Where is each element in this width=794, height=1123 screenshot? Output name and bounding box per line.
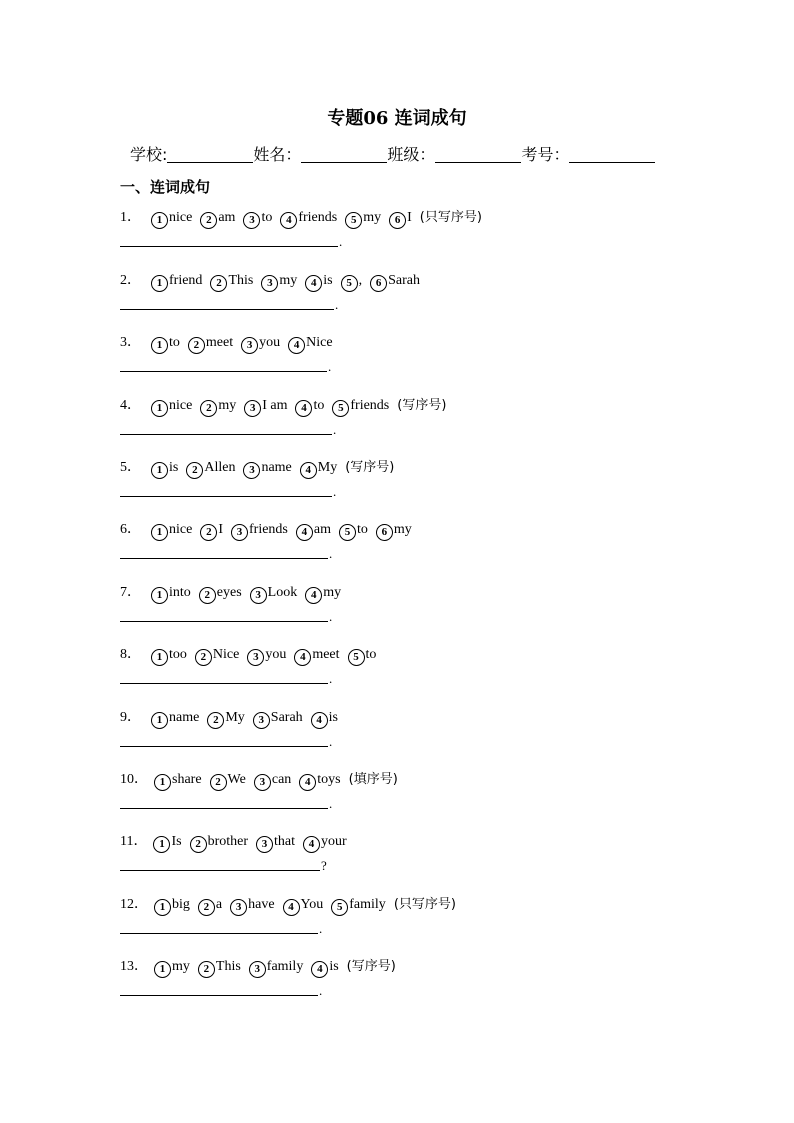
answer-line[interactable] bbox=[120, 232, 338, 247]
instruction-note: (写序号) bbox=[346, 959, 396, 974]
word-option bbox=[151, 585, 191, 604]
circled-number-icon: 3 bbox=[241, 337, 258, 354]
word-option bbox=[254, 772, 291, 791]
word-text: too bbox=[169, 647, 187, 662]
question-number: 11． bbox=[120, 834, 148, 849]
question-number: 4． bbox=[120, 398, 141, 413]
word-text: my bbox=[279, 273, 298, 288]
word-option bbox=[303, 834, 347, 853]
circled-number-icon: 2 bbox=[199, 587, 216, 604]
word-text: friends bbox=[350, 398, 390, 413]
word-text: big bbox=[172, 897, 190, 912]
word-text: to bbox=[357, 522, 368, 537]
word-option bbox=[195, 647, 239, 666]
word-text: Sarah bbox=[388, 273, 420, 288]
question-number: 2． bbox=[120, 273, 141, 288]
word-option bbox=[261, 273, 297, 292]
school-label: 学校: bbox=[130, 145, 168, 164]
word-option bbox=[200, 522, 223, 541]
question-6 bbox=[120, 518, 420, 541]
word-text: My bbox=[225, 710, 245, 725]
word-option bbox=[151, 460, 178, 479]
circled-number-icon: 4 bbox=[280, 212, 297, 229]
answer-line[interactable] bbox=[120, 544, 328, 559]
class-blank[interactable] bbox=[435, 146, 521, 163]
exam-number-blank[interactable] bbox=[569, 146, 655, 163]
word-option bbox=[389, 210, 412, 229]
name-label: 姓名： bbox=[253, 145, 302, 164]
circled-number-icon: 1 bbox=[151, 524, 168, 541]
word-option bbox=[294, 647, 339, 666]
answer-line[interactable] bbox=[120, 856, 320, 871]
word-text: can bbox=[271, 772, 292, 787]
circled-number-icon: 5 bbox=[339, 524, 356, 541]
word-option bbox=[188, 335, 233, 354]
circled-number-icon: 3 bbox=[250, 587, 267, 604]
word-option bbox=[241, 335, 280, 354]
word-text: my bbox=[172, 959, 190, 974]
circled-number-icon: 5 bbox=[331, 899, 348, 916]
circled-number-icon: 4 bbox=[305, 587, 322, 604]
question-13 bbox=[120, 955, 396, 978]
sentence-end-punctuation: . bbox=[329, 609, 333, 624]
word-text: nice bbox=[169, 398, 193, 413]
sentence-end-punctuation: . bbox=[329, 796, 333, 811]
name-blank[interactable] bbox=[301, 146, 387, 163]
circled-number-icon: 2 bbox=[190, 836, 207, 853]
word-text: nice bbox=[169, 522, 193, 537]
word-option bbox=[295, 398, 324, 417]
question-5 bbox=[120, 456, 394, 479]
circled-number-icon: 4 bbox=[294, 649, 311, 666]
question-3 bbox=[120, 331, 341, 354]
circled-number-icon: 3 bbox=[261, 275, 278, 292]
word-text: nice bbox=[169, 210, 193, 225]
word-option bbox=[305, 585, 341, 604]
word-option bbox=[199, 585, 242, 604]
word-option bbox=[200, 398, 236, 417]
circled-number-icon: 6 bbox=[389, 212, 406, 229]
word-text: meet bbox=[312, 647, 340, 662]
word-option bbox=[247, 647, 286, 666]
circled-number-icon: 4 bbox=[283, 899, 300, 916]
word-option bbox=[332, 398, 389, 417]
circled-number-icon: 5 bbox=[348, 649, 365, 666]
word-option bbox=[198, 959, 241, 978]
answer-line[interactable] bbox=[120, 420, 332, 435]
word-option bbox=[280, 210, 337, 229]
word-option bbox=[154, 772, 202, 791]
word-text: is bbox=[329, 959, 339, 974]
circled-number-icon: 2 bbox=[207, 712, 224, 729]
word-text: to bbox=[313, 398, 325, 413]
circled-number-icon: 1 bbox=[151, 587, 168, 604]
answer-line[interactable] bbox=[120, 295, 334, 310]
answer-line[interactable] bbox=[120, 794, 328, 809]
word-option bbox=[305, 273, 332, 292]
circled-number-icon: 3 bbox=[254, 774, 271, 791]
circled-number-icon: 2 bbox=[200, 212, 217, 229]
circled-number-icon: 1 bbox=[154, 961, 171, 978]
instruction-note: (只写序号) bbox=[393, 897, 456, 912]
circled-number-icon: 1 bbox=[154, 899, 171, 916]
word-option bbox=[348, 647, 377, 666]
instruction-note: (填序号) bbox=[348, 772, 398, 787]
circled-number-icon: 3 bbox=[230, 899, 247, 916]
page-title: 专题06 连词成句 bbox=[327, 108, 467, 129]
exam-number-label: 考号： bbox=[521, 145, 570, 164]
answer-line[interactable] bbox=[120, 482, 332, 497]
question-number: 5． bbox=[120, 460, 141, 475]
word-option bbox=[331, 897, 386, 916]
word-text: your bbox=[321, 834, 347, 849]
instruction-note: (写序号) bbox=[397, 398, 447, 413]
word-option bbox=[151, 273, 202, 292]
circled-number-icon: 6 bbox=[370, 275, 387, 292]
word-text: to bbox=[169, 335, 180, 350]
word-text: to bbox=[365, 647, 377, 662]
answer-line[interactable] bbox=[120, 732, 328, 747]
circled-number-icon: 4 bbox=[296, 524, 313, 541]
circled-number-icon: 4 bbox=[295, 400, 312, 417]
circled-number-icon: 1 bbox=[153, 836, 170, 853]
word-option bbox=[283, 897, 324, 916]
circled-number-icon: 1 bbox=[151, 337, 168, 354]
word-text: is bbox=[169, 460, 179, 475]
circled-number-icon: 3 bbox=[231, 524, 248, 541]
question-1 bbox=[120, 206, 482, 229]
word-text: am bbox=[313, 522, 331, 537]
word-option bbox=[244, 398, 287, 417]
circled-number-icon: 2 bbox=[186, 462, 203, 479]
question-number: 6． bbox=[120, 522, 141, 537]
circled-number-icon: 4 bbox=[300, 462, 317, 479]
word-option bbox=[154, 959, 190, 978]
word-text: my bbox=[218, 398, 237, 413]
circled-number-icon: 4 bbox=[305, 275, 322, 292]
word-text: Nice bbox=[212, 647, 240, 662]
sentence-end-punctuation: . bbox=[319, 983, 323, 998]
question-2 bbox=[120, 269, 428, 292]
circled-number-icon: 1 bbox=[151, 400, 168, 417]
sentence-end-punctuation: . bbox=[319, 921, 323, 936]
question-12 bbox=[120, 893, 456, 916]
circled-number-icon: 3 bbox=[247, 649, 264, 666]
instruction-note: (只写序号) bbox=[419, 210, 482, 225]
word-option bbox=[210, 772, 246, 791]
word-option bbox=[200, 210, 235, 229]
word-text: name bbox=[261, 460, 292, 475]
word-text: a bbox=[215, 897, 223, 912]
circled-number-icon: 2 bbox=[200, 400, 217, 417]
word-option bbox=[243, 210, 272, 229]
word-option bbox=[198, 897, 222, 916]
word-option bbox=[345, 210, 381, 229]
word-text: is bbox=[328, 710, 339, 725]
word-option bbox=[376, 522, 412, 541]
section-heading: 一、连词成句 bbox=[120, 178, 211, 196]
word-text: Nice bbox=[306, 335, 333, 350]
word-option bbox=[311, 710, 338, 729]
circled-number-icon: 1 bbox=[151, 212, 168, 229]
circled-number-icon: 3 bbox=[249, 961, 266, 978]
question-4 bbox=[120, 394, 446, 417]
circled-number-icon: 5 bbox=[332, 400, 349, 417]
word-option bbox=[311, 959, 338, 978]
sentence-end-punctuation: . bbox=[333, 484, 337, 499]
word-text: that bbox=[274, 834, 296, 849]
question-10 bbox=[120, 768, 398, 791]
circled-number-icon: 6 bbox=[376, 524, 393, 541]
sentence-end-punctuation: . bbox=[329, 671, 333, 686]
word-text: Allen bbox=[204, 460, 236, 475]
word-option bbox=[151, 710, 199, 729]
word-text: I am bbox=[262, 398, 288, 413]
question-7 bbox=[120, 581, 349, 604]
circled-number-icon: 1 bbox=[151, 462, 168, 479]
word-text: my bbox=[393, 522, 412, 537]
word-text: eyes bbox=[216, 585, 242, 600]
word-option bbox=[186, 460, 235, 479]
circled-number-icon: 3 bbox=[253, 712, 270, 729]
question-number: 9． bbox=[120, 710, 141, 725]
sentence-end-punctuation: . bbox=[339, 234, 343, 249]
word-text: into bbox=[169, 585, 191, 600]
circled-number-icon: 4 bbox=[303, 836, 320, 853]
circled-number-icon: 2 bbox=[188, 337, 205, 354]
word-option bbox=[243, 460, 291, 479]
circled-number-icon: 3 bbox=[244, 400, 261, 417]
question-number: 7． bbox=[120, 585, 141, 600]
answer-line[interactable] bbox=[120, 919, 318, 934]
answer-line[interactable] bbox=[120, 607, 328, 622]
word-option bbox=[153, 834, 181, 853]
sentence-end-punctuation: . bbox=[333, 422, 337, 437]
word-text: name bbox=[169, 710, 200, 725]
word-option bbox=[207, 710, 244, 729]
word-text: brother bbox=[207, 834, 249, 849]
answer-line[interactable] bbox=[120, 669, 328, 684]
circled-number-icon: 3 bbox=[243, 462, 260, 479]
word-text: you bbox=[265, 647, 287, 662]
circled-number-icon: 4 bbox=[288, 337, 305, 354]
word-option bbox=[190, 834, 248, 853]
circled-number-icon: 1 bbox=[151, 275, 168, 292]
word-option bbox=[370, 273, 420, 292]
circled-number-icon: 1 bbox=[151, 712, 168, 729]
sentence-end-punctuation: . bbox=[329, 546, 333, 561]
question-number: 3． bbox=[120, 335, 141, 350]
word-text: , bbox=[358, 273, 363, 288]
word-option bbox=[151, 210, 192, 229]
word-text: my bbox=[363, 210, 382, 225]
word-text: Is bbox=[171, 834, 182, 849]
question-11 bbox=[120, 830, 355, 853]
word-option bbox=[154, 897, 190, 916]
question-8 bbox=[120, 643, 384, 666]
word-text: I bbox=[407, 210, 412, 225]
word-text: family bbox=[266, 959, 304, 974]
question-number: 10． bbox=[120, 772, 148, 787]
word-text: We bbox=[227, 772, 246, 787]
word-text: My bbox=[317, 460, 338, 475]
word-option bbox=[296, 522, 331, 541]
word-text: friends bbox=[249, 522, 288, 537]
circled-number-icon: 4 bbox=[311, 961, 328, 978]
word-text: you bbox=[259, 335, 281, 350]
word-option bbox=[230, 897, 274, 916]
word-text: I bbox=[218, 522, 223, 537]
sentence-end-punctuation: . bbox=[328, 359, 332, 374]
school-blank[interactable] bbox=[167, 146, 253, 163]
word-option bbox=[151, 335, 180, 354]
word-option bbox=[231, 522, 288, 541]
circled-number-icon: 4 bbox=[311, 712, 328, 729]
word-text: my bbox=[323, 585, 342, 600]
word-option bbox=[300, 460, 337, 479]
word-option bbox=[151, 522, 192, 541]
word-text: family bbox=[349, 897, 386, 912]
student-info-row bbox=[130, 142, 655, 165]
word-text: Sarah bbox=[270, 710, 303, 725]
word-option bbox=[299, 772, 340, 791]
answer-line[interactable] bbox=[120, 981, 318, 996]
answer-line[interactable] bbox=[120, 357, 327, 372]
word-option bbox=[250, 585, 298, 604]
sentence-end-punctuation: . bbox=[335, 297, 339, 312]
sentence-end-punctuation: . bbox=[329, 734, 333, 749]
circled-number-icon: 3 bbox=[243, 212, 260, 229]
circled-number-icon: 5 bbox=[345, 212, 362, 229]
question-number: 12． bbox=[120, 897, 148, 912]
word-text: You bbox=[300, 897, 324, 912]
word-option bbox=[210, 273, 253, 292]
word-text: Look bbox=[267, 585, 298, 600]
word-text: friend bbox=[169, 273, 203, 288]
word-text: to bbox=[261, 210, 273, 225]
word-text: This bbox=[228, 273, 254, 288]
word-option bbox=[151, 398, 192, 417]
circled-number-icon: 4 bbox=[299, 774, 316, 791]
question-number: 1． bbox=[120, 210, 141, 225]
word-option bbox=[253, 710, 303, 729]
instruction-note: (写序号) bbox=[345, 460, 395, 475]
word-text: toys bbox=[317, 772, 341, 787]
circled-number-icon: 2 bbox=[195, 649, 212, 666]
circled-number-icon: 5 bbox=[341, 275, 358, 292]
word-text: friends bbox=[298, 210, 338, 225]
circled-number-icon: 2 bbox=[210, 774, 227, 791]
circled-number-icon: 2 bbox=[198, 961, 215, 978]
question-9 bbox=[120, 706, 346, 729]
word-option bbox=[339, 522, 368, 541]
circled-number-icon: 2 bbox=[210, 275, 227, 292]
word-text: is bbox=[323, 273, 333, 288]
question-number: 8． bbox=[120, 647, 141, 662]
circled-number-icon: 1 bbox=[154, 774, 171, 791]
circled-number-icon: 3 bbox=[256, 836, 273, 853]
word-text: meet bbox=[205, 335, 234, 350]
word-option bbox=[341, 273, 363, 292]
word-text: am bbox=[218, 210, 236, 225]
circled-number-icon: 2 bbox=[200, 524, 217, 541]
word-option bbox=[249, 959, 304, 978]
circled-number-icon: 1 bbox=[151, 649, 168, 666]
word-text: This bbox=[215, 959, 241, 974]
circled-number-icon: 2 bbox=[198, 899, 215, 916]
word-option bbox=[151, 647, 187, 666]
class-label: 班级： bbox=[387, 145, 436, 164]
word-text: have bbox=[248, 897, 275, 912]
word-option bbox=[256, 834, 295, 853]
word-option bbox=[288, 335, 332, 354]
question-number: 13． bbox=[120, 959, 148, 974]
word-text: share bbox=[172, 772, 202, 787]
sentence-end-punctuation: ? bbox=[321, 858, 327, 873]
